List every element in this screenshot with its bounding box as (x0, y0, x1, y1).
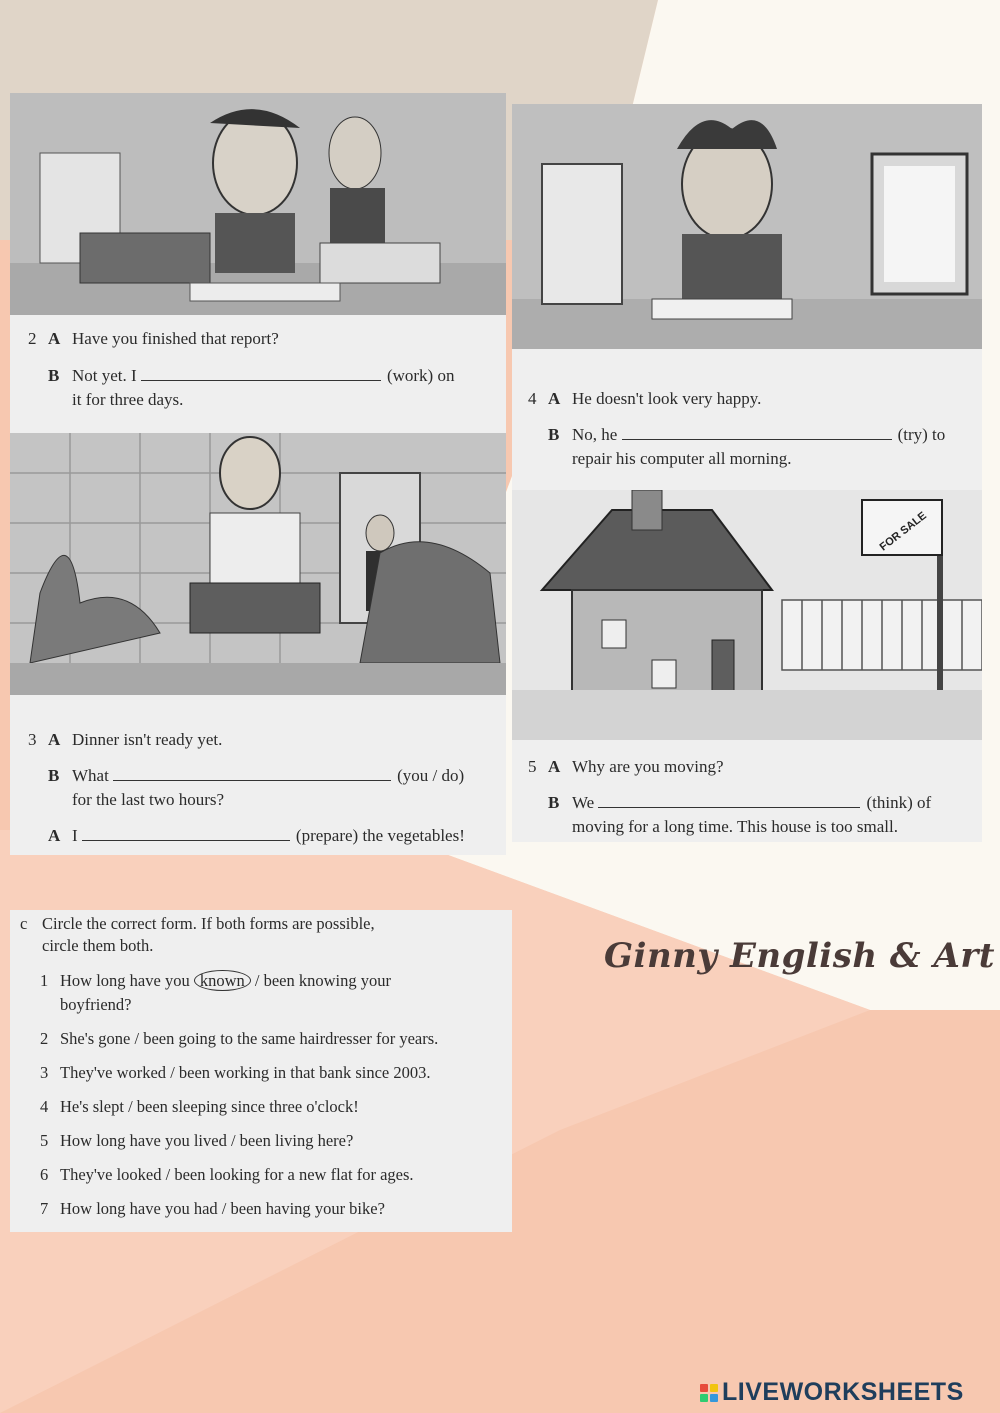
item2-a-line (28, 328, 279, 350)
exercise-c-instruction-2: circle them both. (42, 936, 154, 955)
item-number: 1 (40, 971, 49, 990)
item-number: 2 (28, 329, 37, 348)
item4-b-before: No, he (572, 425, 618, 444)
item3-a2-line (48, 825, 465, 847)
instruction-text: Circle the correct form. If both forms are possible, (42, 914, 375, 933)
office-illustration (10, 93, 506, 315)
option-1-circled[interactable]: known (194, 970, 251, 991)
item2-b-line (48, 365, 454, 387)
item5-answer-blank[interactable] (598, 793, 860, 808)
option-2[interactable]: been working (178, 1063, 270, 1082)
item4-hint: (try) to (897, 425, 946, 444)
item5-hint: (think) of (866, 793, 932, 812)
house-illustration (512, 490, 982, 740)
option-1[interactable]: worked (116, 1063, 167, 1082)
c-item-1 (40, 970, 391, 992)
liveworksheets-logo-icon (700, 1384, 718, 1402)
item2-hint: (work) on (386, 366, 455, 385)
exercise-c-panel (10, 910, 512, 1232)
item5-b-cont: moving for a long time. This house is too small. (572, 817, 898, 836)
separator: / (221, 1199, 227, 1218)
separator: / (230, 1131, 236, 1150)
speaker-b: B (548, 425, 560, 444)
item-before: How long have you (60, 1131, 190, 1150)
item3-b-line (48, 765, 464, 787)
item-before: He's (60, 1097, 89, 1116)
item-after: since three o'clock! (231, 1097, 359, 1116)
speaker-b: B (548, 793, 560, 812)
item-before: How long have you (60, 1199, 190, 1218)
option-1[interactable]: looked (116, 1165, 162, 1184)
speaker-a: A (48, 826, 61, 845)
item4-a-line (528, 388, 761, 410)
option-2[interactable]: been having (230, 1199, 311, 1218)
option-2[interactable]: been sleeping (136, 1097, 228, 1116)
option-1[interactable]: had (193, 1199, 218, 1218)
item-number: 6 (40, 1165, 49, 1184)
exercise-letter: c (20, 914, 28, 933)
item-before: They've (60, 1063, 113, 1082)
liveworksheets-logo[interactable] (700, 1378, 964, 1407)
item-before: They've (60, 1165, 113, 1184)
for-sale-sign-text: FOR SALE (877, 509, 929, 554)
c-item-7 (40, 1198, 385, 1220)
item2-b-before: Not yet. I (72, 366, 137, 385)
liveworksheets-wordmark: LIVEWORKSHEETS (722, 1378, 964, 1406)
item-number: 4 (40, 1097, 49, 1116)
item3-a2-hint: (prepare) the vegetables! (295, 826, 465, 845)
separator: / (128, 1097, 133, 1116)
item-number: 3 (28, 730, 37, 749)
c-item-3 (40, 1062, 431, 1084)
computer-illustration (512, 104, 982, 349)
item3-hint: (you / do) (397, 766, 465, 785)
option-2[interactable]: been going (143, 1029, 217, 1048)
item4-a-text: He doesn't look very happy. (572, 389, 762, 408)
speaker-b: B (48, 366, 60, 385)
item3-b-before: What (72, 766, 109, 785)
item-after: for a new flat for ages. (264, 1165, 414, 1184)
item-number: 2 (40, 1029, 49, 1048)
item2-a-text: Have you finished that report? (72, 329, 279, 348)
item-after: here? (317, 1131, 354, 1150)
item-number: 3 (40, 1063, 49, 1082)
item-number: 5 (40, 1131, 49, 1150)
c-item-2 (40, 1028, 438, 1050)
separator: / (170, 1063, 175, 1082)
speaker-a: A (548, 757, 561, 776)
speaker-a: A (48, 730, 61, 749)
item2-b-cont: it for three days. (72, 390, 184, 409)
item-before: How long have you (60, 971, 190, 990)
item-number: 7 (40, 1199, 49, 1218)
separator: / (254, 971, 260, 990)
item4-answer-blank[interactable] (622, 425, 892, 440)
item4-b-line (548, 424, 945, 446)
item-after: your bike? (314, 1199, 385, 1218)
item-number: 4 (528, 389, 537, 408)
item-number: 5 (528, 757, 537, 776)
item3-a-text: Dinner isn't ready yet. (72, 730, 223, 749)
separator: / (134, 1029, 140, 1048)
speaker-a: A (548, 389, 561, 408)
item3-answer-blank-2[interactable] (82, 826, 290, 841)
c-item-5 (40, 1130, 353, 1152)
item5-b-line (548, 792, 931, 814)
item-after: in that bank since 2003. (273, 1063, 431, 1082)
kitchen-illustration (10, 433, 506, 695)
option-1[interactable]: gone (98, 1029, 131, 1048)
item5-b-before: We (572, 793, 595, 812)
option-2[interactable]: been knowing (263, 971, 357, 990)
item5-a-text: Why are you moving? (572, 757, 724, 776)
item5-a-line (528, 756, 724, 778)
item3-answer-blank-1[interactable] (113, 766, 391, 781)
item3-a2-before: I (72, 826, 78, 845)
option-2[interactable]: been looking (174, 1165, 261, 1184)
item4-b-cont: repair his computer all morning. (572, 449, 792, 468)
author-brand: Ginny English & Art (604, 936, 995, 976)
c-item-4 (40, 1096, 359, 1118)
item-after: to the same hairdresser for years. (220, 1029, 439, 1048)
speaker-a: A (48, 329, 61, 348)
separator: / (165, 1165, 171, 1184)
item-before: She's (60, 1029, 95, 1048)
option-2[interactable]: been living (239, 1131, 314, 1150)
item2-answer-blank[interactable] (141, 366, 381, 381)
c-item-6 (40, 1164, 414, 1186)
item-after: your (360, 971, 391, 990)
exercise-panel-left (10, 93, 506, 855)
exercise-c-instruction-1 (20, 913, 375, 935)
exercise-panel-right (512, 104, 982, 842)
item3-a-line (28, 729, 222, 751)
c-item-1-cont: boyfriend? (60, 995, 132, 1014)
option-1[interactable]: lived (193, 1131, 227, 1150)
option-1[interactable]: slept (92, 1097, 124, 1116)
item3-b-cont: for the last two hours? (72, 790, 225, 809)
speaker-b: B (48, 766, 60, 785)
